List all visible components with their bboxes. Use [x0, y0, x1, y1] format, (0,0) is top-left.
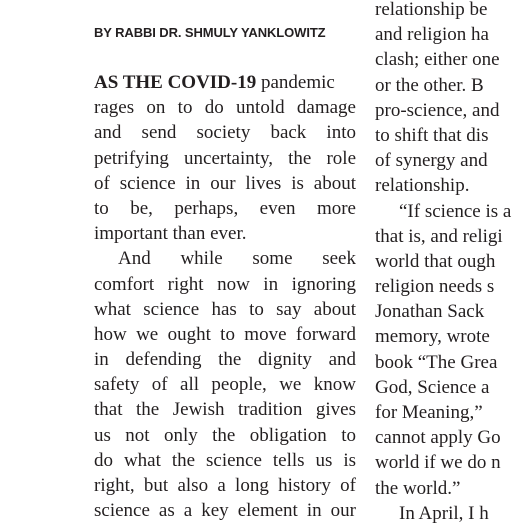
paragraph-line: religion needs s [375, 276, 495, 298]
paragraph-line: and religion ha [375, 24, 489, 46]
paragraph-line: what science has to say about [94, 298, 356, 320]
paragraph-line: safety of all people, we know [94, 374, 356, 396]
paragraph-line: in defending the dignity and [94, 349, 356, 371]
paragraph-line: of synergy and [375, 150, 488, 172]
paragraph-line: and send society back into [94, 122, 356, 144]
paragraph-line: do what the science tells us is [94, 449, 356, 471]
paragraph-line: cannot apply Go [375, 427, 501, 449]
paragraph-line: pro-science, and [375, 99, 500, 121]
paragraph-line: of science in our lives is about [94, 172, 356, 194]
paragraph-line: world that ough [375, 250, 496, 272]
paragraph-line: rages on to do untold damage [94, 97, 356, 119]
paragraph-line: how we ought to move forward [94, 323, 356, 345]
paragraph-line: world if we do n [375, 452, 501, 474]
paragraph-line: clash; either one [375, 49, 500, 71]
paragraph-line: right, but also a long history of [94, 475, 356, 496]
paragraph-line: important than ever. [94, 223, 247, 245]
paragraph-line: that is, and religi [375, 225, 503, 247]
paragraph-line: petrifying uncertainty, the role [94, 147, 356, 169]
paragraph-line: science as a key element in our [94, 500, 356, 522]
paragraph-line: book “The Grea [375, 351, 498, 373]
paragraph-line: or the other. B [375, 74, 484, 96]
paragraph-line: “If science is a [399, 200, 512, 222]
article-column-left [94, 70, 356, 522]
paragraph-line: that the Jewish tradition gives [94, 399, 356, 421]
paragraph-line: to be, perhaps, even more [94, 197, 356, 219]
paragraph-line: In April, I h [399, 502, 489, 524]
paragraph-line: for Meaning,” [375, 402, 483, 423]
paragraph-line: us not only the obligation to [94, 424, 356, 446]
paragraph-line: comfort right now in ignoring [94, 273, 356, 295]
paragraph-line: the world.” [375, 477, 461, 499]
paragraph-line [94, 70, 356, 95]
paragraph-line-text: pandemic [256, 72, 335, 93]
article-column-right [375, 0, 512, 524]
byline: BY RABBI DR. SHMULY YANKLOWITZ [94, 25, 326, 40]
paragraph-line: God, Science a [375, 376, 490, 398]
paragraph-line: to shift that dis [375, 124, 489, 146]
paragraph-line: And while some seek [118, 248, 356, 270]
lead-in: AS THE COVID-19 [94, 72, 257, 93]
paragraph-line: Jonathan Sack [375, 301, 485, 323]
paragraph-line: memory, wrote [375, 326, 490, 348]
paragraph-line: relationship. [375, 175, 470, 197]
paragraph-line: relationship be [375, 0, 488, 20]
